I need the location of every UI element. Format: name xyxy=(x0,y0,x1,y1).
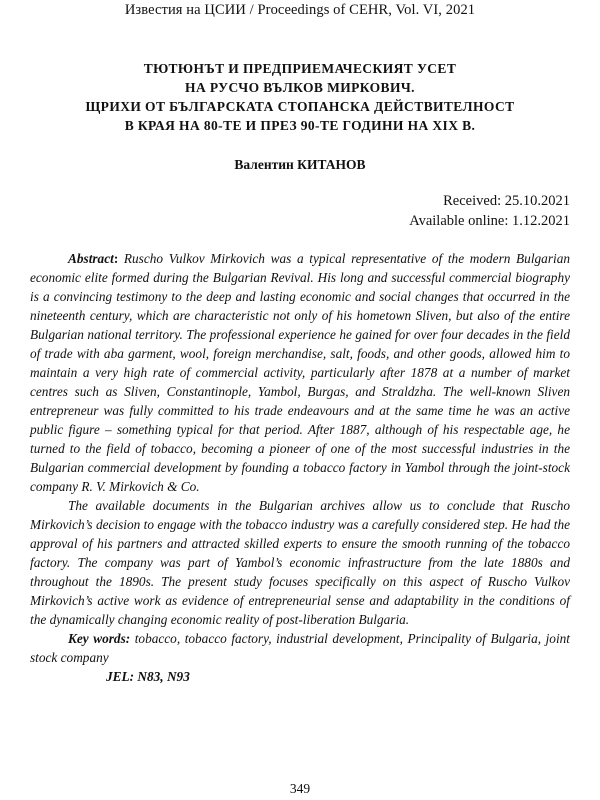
running-head: Известия на ЦСИИ / Proceedings of CEHR, Vol. VI, 2021 xyxy=(124,2,476,18)
title-line: В КРАЯ НА 80-ТЕ И ПРЕЗ 90-ТЕ ГОДИНИ НА XIX В. xyxy=(124,118,476,133)
author-name: Валентин КИТАНОВ xyxy=(234,157,366,172)
keywords-text: tobacco, tobacco factory, industrial development, Principality of Bulgaria, joint stock company xyxy=(30,631,570,665)
abstract-text-1: Ruscho Vulkov Mirkovich was a typical representative of the modern Bulgarian economic elite formed during the Bulgarian Revival. His long and successful commercial biography is a convincing testimony to the deep and lasting economic and social changes that occurred in the nineteenth century, which are characteristic not only of his hometown Sliven, but also of the entire Bulgarian national territory. The professional experience he gained for over four decades in the field of trade with aba garment, wool, foreign merchandise, salt, foods, and other goods, allowed him to maintain a very high rate of commercial activity, particularly after 1878 at a number of market centres such as Sliven, Constantinople, Yambol, Burgas, and Straldzha. The well-known Sliven entrepreneur was fully committed to his trade endeavours and at the same time he was an active public figure – something typical for that period. After 1887, although of his respectable age, he turned to the field of tobacco, becoming a pioneer of one of the most successful industries in the Bulgarian commercial development by founding a tobacco factory in Yambol through the joint-stock company R. V. Mirkovich & Co. xyxy=(30,251,570,494)
received-date: Received: 25.10.2021 xyxy=(443,193,570,209)
jel-codes: JEL: N83, N93 xyxy=(106,669,190,684)
abstract-paragraph-1 xyxy=(30,249,570,496)
title-line: ЩРИХИ ОТ БЪЛГАРСКАТА СТОПАНСКА ДЕЙСТВИТЕЛНОСТ xyxy=(85,99,515,114)
available-date: Available online: 1.12.2021 xyxy=(409,213,570,229)
keywords xyxy=(30,629,570,667)
title-line: ТЮТЮНЪТ И ПРЕДПРИЕМАЧЕСКИЯТ УСЕТ xyxy=(143,61,457,76)
keywords-label: Key words: xyxy=(68,631,131,646)
article-title xyxy=(30,59,570,135)
abstract-label: Abstract xyxy=(68,251,114,266)
abstract-colon: : xyxy=(113,251,119,266)
abstract xyxy=(30,249,570,687)
title-line: НА РУСЧО ВЪЛКОВ МИРКОВИЧ. xyxy=(185,80,415,95)
page-number: 349 xyxy=(289,781,311,796)
publication-dates xyxy=(30,191,570,231)
abstract-paragraph-2: The available documents in the Bulgarian archives allow us to conclude that Ruscho Mirkovich’s decision to engage with the tobacco industry was a carefully considered step. He had the approval of his partners and attracted skilled experts to ensure the smooth running of the tobacco factory. The company was part of Yambol’s economic infrastructure from the late 1880s and throughout the 1890s. The present study focuses specifically on this aspect of Ruscho Vulkov Mirkovich’s active work as evidence of entrepreneurial sense and adaptability in the conditions of the dynamically changing economic reality of post-liberation Bulgaria. xyxy=(30,498,570,627)
